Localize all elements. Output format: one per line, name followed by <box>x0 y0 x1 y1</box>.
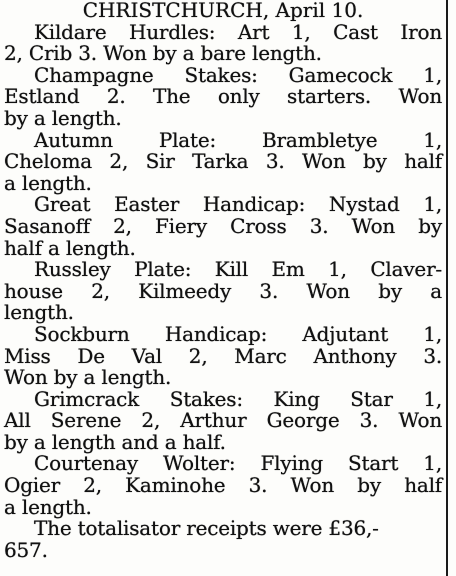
text-line: The totalisator receipts were £36,- <box>34 516 379 541</box>
text-line: Sasanoff 2, Fiery Cross 3. Won by <box>4 213 442 238</box>
text-line: Champagne Stakes: Gamecock 1, <box>34 62 442 87</box>
text-line: Cheloma 2, Sir Tarka 3. Won by half <box>4 149 442 174</box>
text-line: Kildare Hurdles: Art 1, Cast Iron <box>34 19 442 44</box>
text-line: 657. <box>4 537 48 562</box>
text-line: a length. <box>4 494 92 519</box>
race-results-article <box>4 0 442 561</box>
text-line: a length. <box>4 170 92 195</box>
text-line: Russley Plate: Kill Em 1, Claver- <box>34 257 442 282</box>
text-line: half a length. <box>4 235 136 260</box>
text-line: Great Easter Handicap: Nystad 1, <box>34 192 442 217</box>
text-line: 2, Crib 3. Won by a bare length. <box>4 41 322 66</box>
text-line: Grimcrack Stakes: King Star 1, <box>34 386 442 411</box>
column-rule <box>446 0 448 576</box>
text-line: Sockburn Handicap: Adjutant 1, <box>34 321 442 346</box>
text-line: house 2, Kilmeedy 3. Won by a <box>4 278 442 303</box>
text-line: Courtenay Wolter: Flying Start 1, <box>34 451 442 476</box>
text-line: Ogier 2, Kaminohe 3. Won by half <box>4 473 442 498</box>
text-line: by a length and a half. <box>4 429 226 454</box>
text-line: by a length. <box>4 105 122 130</box>
text-line: Estland 2. The only starters. Won <box>4 84 442 109</box>
text-line: Miss De Val 2, Marc Anthony 3. <box>4 343 442 368</box>
text-line: length. <box>4 300 74 325</box>
text-line: Autumn Plate: Brambletye 1, <box>34 127 442 152</box>
dateline: CHRISTCHURCH, April 10. <box>82 0 364 22</box>
text-line: Won by a length. <box>4 365 172 390</box>
text-line: All Serene 2, Arthur George 3. Won <box>4 408 442 433</box>
